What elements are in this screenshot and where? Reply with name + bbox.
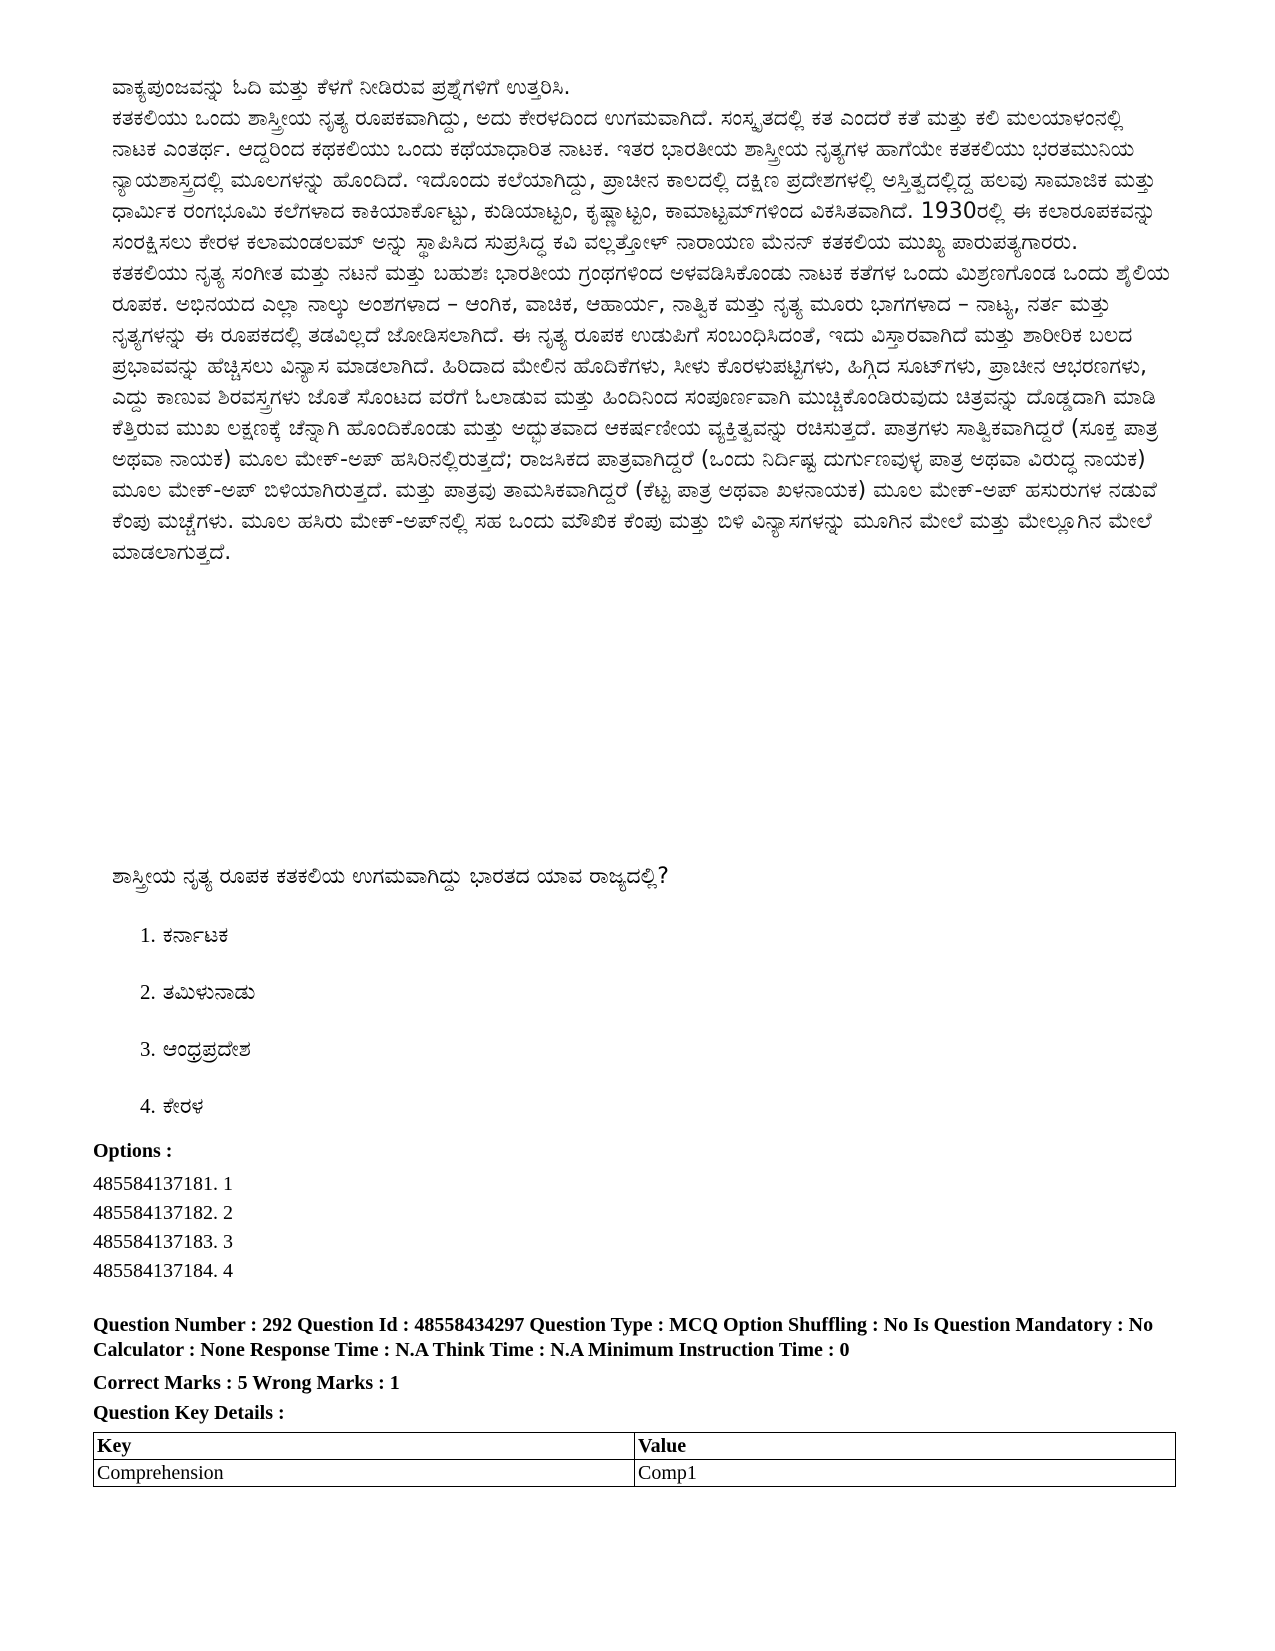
- option-item: 485584137184. 4: [93, 1260, 233, 1282]
- choice-text: ತಮಿಳುನಾಡು: [162, 980, 256, 1005]
- choice-item: [140, 1034, 255, 1091]
- question-text: ಶಾಸ್ತ್ರೀಯ ನೃತ್ಯ ರೂಪಕ ಕತಕಲಿಯ ಉಗಮವಾಗಿದ್ದು ಭಾರತದ ಯಾವ ರಾಜ್ಯದಲ್ಲಿ?: [112, 864, 669, 889]
- choice-number: 3.: [140, 1037, 156, 1061]
- options-list: [93, 1170, 233, 1286]
- marks-info: Correct Marks : 5 Wrong Marks : 1: [93, 1372, 400, 1394]
- question-details: Question Number : 292 Question Id : 48558434297 Question Type : MCQ Option Shuffling : No Is Question Mandatory : No Calculator : None Response Time : N.A Think Time : N.A Minimum Instruction Time : 0: [93, 1314, 1154, 1361]
- key-details-label: Question Key Details :: [93, 1402, 285, 1424]
- table-cell-key: Comprehension: [94, 1460, 635, 1487]
- passage-instruction: ವಾಕ್ಯಪುಂಜವನ್ನು ಓದಿ ಮತ್ತು ಕೆಳಗೆ ನೀಡಿರುವ ಪ್ರಶ್ನೆಗಳಿಗೆ ಉತ್ತರಿಸಿ.: [112, 75, 571, 100]
- choice-number: 4.: [140, 1094, 156, 1118]
- option-item: 485584137181. 1: [93, 1173, 233, 1195]
- passage-paragraph: ಕತಕಲಿಯು ನೃತ್ಯ ಸಂಗೀತ ಮತ್ತು ನಟನೆ ಮತ್ತು ಬಹುಶಃ ಭಾರತೀಯ ಗ್ರಂಥಗಳಿಂದ ಅಳವಡಿಸಿಕೊಂಡು ನಾಟಕ ಕತೆಗಳ ಒಂದು ಮಿಶ್ರಣಗೊಂಡ ಒಂದು ಶೈಲಿಯ ರೂಪಕ. ಅಭಿನಯದ ಎಲ್ಲಾ ನಾಲ್ಕು ಅಂಶಗಳಾದ – ಆಂಗಿಕ, ವಾಚಿಕ, ಆಹಾರ್ಯ, ನಾತ್ವಿಕ ಮತ್ತು ನೃತ್ಯ ಮೂರು ಭಾಗಗಳಾದ – ನಾಟ್ಯ, ನರ್ತ ಮತ್ತು ನೃತ್ಯಗಳನ್ನು ಈ ರೂಪಕದಲ್ಲಿ ತಡವಿಲ್ಲದೆ ಜೋಡಿಸಲಾಗಿದೆ. ಈ ನೃತ್ಯ ರೂಪಕ ಉಡುಪಿಗೆ ಸಂಬಂಧಿಸಿದಂತೆ, ಇದು ವಿಸ್ತಾರವಾಗಿದೆ ಮತ್ತು ಶಾರೀರಿಕ ಬಲದ ಪ್ರಭಾವವನ್ನು ಹೆಚ್ಚಿಸಲು ವಿನ್ಯಾಸ ಮಾಡಲಾಗಿದೆ. ಹಿರಿದಾದ ಮೇಲಿನ ಹೊದಿಕೆಗಳು, ಸೀಳು ಕೊರಳುಪಟ್ಟಿಗಳು, ಹಿಗ್ಗಿದ ಸೂಟ್‌ಗಳು, ಪ್ರಾಚೀನ ಆಭರಣಗಳು, ಎದ್ದು ಕಾಣುವ ಶಿರವಸ್ತ್ರಗಳು ಜೊತೆ ಸೊಂಟದ ವರೆಗೆ ಓಲಾಡುವ ಮತ್ತು ಹಿಂದಿನಿಂದ ಸಂಪೂರ್ಣವಾಗಿ ಮುಚ್ಚಿಕೊಂಡಿರುವುದು ಚಿತ್ರವನ್ನು ದೊಡ್ಡದಾಗಿ ಮಾಡಿ ಕೆತ್ತಿರುವ ಮುಖ ಲಕ್ಷಣಕ್ಕೆ ಚೆನ್ನಾಗಿ ಹೊಂದಿಕೊಂಡು ಮತ್ತು ಅದ್ಭುತವಾದ ಆಕರ್ಷಣೀಯ ವ್ಯಕ್ತಿತ್ವವನ್ನು ರಚಿಸುತ್ತದೆ. ಪಾತ್ರಗಳು ಸಾತ್ವಿಕವಾಗಿದ್ದರೆ (ಸೂಕ್ತ ಪಾತ್ರ ಅಥವಾ ನಾಯಕ) ಮೂಲ ಮೇಕ್-ಅಪ್ ಹಸಿರಿನಲ್ಲಿರುತ್ತದೆ; ರಾಜಸಿಕದ ಪಾತ್ರವಾಗಿದ್ದರೆ (ಒಂದು ನಿರ್ದಿಷ್ಟ ದುರ್ಗುಣವುಳ್ಳ ಪಾತ್ರ ಅಥವಾ ವಿರುದ್ಧ ನಾಯಕ) ಮೂಲ ಮೇಕ್-ಅಪ್ ಬಿಳಿಯಾಗಿರುತ್ತದೆ. ಮತ್ತು ಪಾತ್ರವು ತಾಮಸಿಕವಾಗಿದ್ದರೆ (ಕೆಟ್ಟ ಪಾತ್ರ ಅಥವಾ ಖಳನಾಯಕ) ಮೂಲ ಮೇಕ್-ಅಪ್ ಹಸುರುಗಳ ನಡುವೆ ಕೆಂಪು ಮಚ್ಚೆಗಳು. ಮೂಲ ಹಸಿರು ಮೇಕ್-ಅಪ್‌ನಲ್ಲಿ ಸಹ ಒಂದು ಮೌಖಿಕ ಕೆಂಪು ಮತ್ತು ಬಿಳಿ ವಿನ್ಯಾಸಗಳನ್ನು ಮೂಗಿನ ಮೇಲೆ ಮತ್ತು ಮೇಲ್ಲೂಗಿನ ಮೇಲೆ ಮಾಡಲಾಗುತ್ತದೆ.: [112, 261, 1170, 565]
- choice-item: [140, 977, 255, 1034]
- table-row: [94, 1460, 1176, 1487]
- key-table: [93, 1432, 1176, 1487]
- choice-text: ಕರ್ನಾಟಕ: [162, 923, 229, 948]
- passage-paragraph: ಕತಕಲಿಯು ಒಂದು ಶಾಸ್ತ್ರೀಯ ನೃತ್ಯ ರೂಪಕವಾಗಿದ್ದು, ಅದು ಕೇರಳದಿಂದ ಉಗಮವಾಗಿದೆ. ಸಂಸ್ಕೃತದಲ್ಲಿ ಕತ ಎಂದರೆ ಕತೆ ಮತ್ತು ಕಲಿ ಮಲಯಾಳಂನಲ್ಲಿ ನಾಟಕ ಎಂತರ್ಥ. ಆದ್ದರಿಂದ ಕಥಕಲಿಯು ಒಂದು ಕಥೆಯಾಧಾರಿತ ನಾಟಕ. ಇತರ ಭಾರತೀಯ ಶಾಸ್ತ್ರೀಯ ನೃತ್ಯಗಳ ಹಾಗೆಯೇ ಕತಕಲಿಯು ಭರತಮುನಿಯ ನ್ಯಾಯಶಾಸ್ತ್ರದಲ್ಲಿ ಮೂಲಗಳನ್ನು ಹೊಂದಿದೆ. ಇದೊಂದು ಕಲೆಯಾಗಿದ್ದು, ಪ್ರಾಚೀನ ಕಾಲದಲ್ಲಿ ದಕ್ಷಿಣ ಪ್ರದೇಶಗಳಲ್ಲಿ ಅಸ್ತಿತ್ವದಲ್ಲಿದ್ದ ಹಲವು ಸಾಮಾಜಿಕ ಮತ್ತು ಧಾರ್ಮಿಕ ರಂಗಭೂಮಿ ಕಲೆಗಳಾದ ಕಾಕಿಯಾರ್ಕೊಟ್ಟು, ಕುಡಿಯಾಟ್ಟಂ, ಕೃಷ್ಣಾಟ್ಟಂ, ಕಾಮಾಟ್ಟಮ್‌ಗಳಿಂದ ವಿಕಸಿತವಾಗಿದೆ. 1930ರಲ್ಲಿ ಈ ಕಲಾರೂಪಕವನ್ನು ಸಂರಕ್ಷಿಸಲು ಕೇರಳ ಕಲಾಮಂಡಲಮ್ ಅನ್ನು ಸ್ಥಾಪಿಸಿದ ಸುಪ್ರಸಿದ್ಧ ಕವಿ ವಲ್ಲತ್ತೋಳ್ ನಾರಾಯಣ ಮೆನನ್ ಕತಕಲಿಯ ಮುಖ್ಯ ಪಾರುಪತ್ಯಗಾರರು.: [112, 106, 1157, 255]
- choice-text: ಆಂಧ್ರಪ್ರದೇಶ: [162, 1037, 251, 1062]
- choice-number: 2.: [140, 980, 156, 1004]
- choice-item: [140, 920, 255, 977]
- options-label: Options :: [93, 1140, 173, 1162]
- table-header-value: Value: [635, 1433, 1176, 1460]
- table-header-key: Key: [94, 1433, 635, 1460]
- passage: [112, 72, 1172, 568]
- choice-text: ಕೇರಳ: [162, 1094, 204, 1119]
- option-item: 485584137182. 2: [93, 1202, 233, 1224]
- choice-number: 1.: [140, 923, 156, 947]
- table-header-row: [94, 1433, 1176, 1460]
- option-item: 485584137183. 3: [93, 1231, 233, 1253]
- choice-list: [140, 920, 255, 1148]
- table-cell-value: Comp1: [635, 1460, 1176, 1487]
